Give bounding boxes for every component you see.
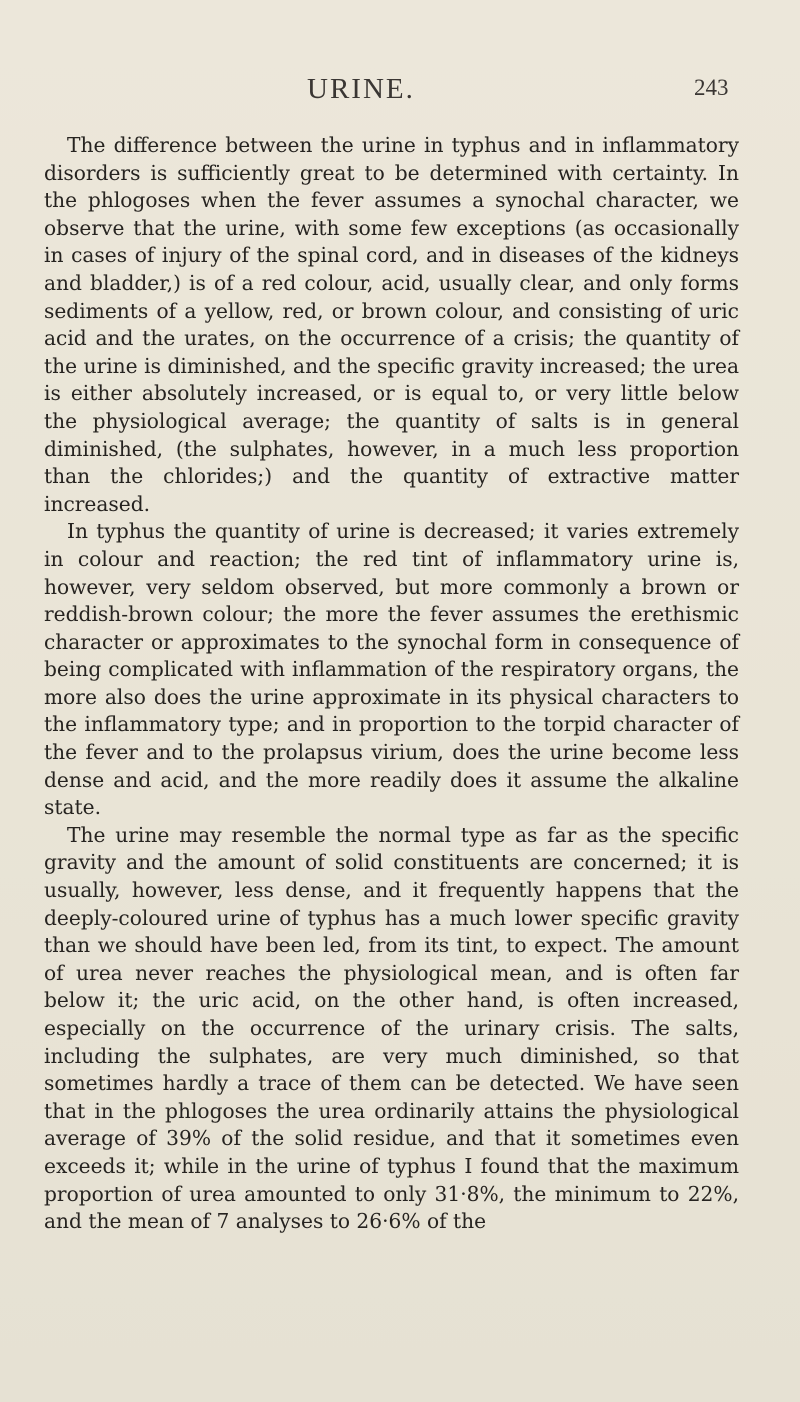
paragraph: The difference between the urine in typhus and in inflammatory disorders is sufficiently great to be determined with certainty. In the phlogoses when the fever assumes a synochal character, we observe that the urine, with some few exceptions (as occasionally in cases of injury of the spinal cord, and in diseases of the kidneys and bladder,) is of a red colour, acid, usually clear, and only forms sediments of a yellow, red, or brown colour, and consisting of uric acid and the urates, on the occurrence of a crisis; the quantity of the urine is diminished, and the specific gravity increased; the urea is either absolutely increased, or is equal to, or very little below the physiological average; the quantity of salts is in general diminished, (the sulphates, however, in a much less proportion than the chlorides;) and the quantity of extractive matter increased. xyxy=(44,133,739,516)
paragraph: In typhus the quantity of urine is decreased; it varies extremely in colour and reaction; the red tint of inflammatory urine is, however, very seldom observed, but more commonly a brown or reddish-brown colour; the more the fever assumes the erethismic character or approximates to the synochal form in consequence of being complicated with inflammation of the respiratory organs, the more also does the urine approximate in its physical characters to the inflammatory type; and in proportion to the torpid character of the fever and to the prolapsus virium, does the urine become less dense and acid, and the more readily does it assume the alkaline state. xyxy=(44,519,739,820)
running-head xyxy=(0,73,800,113)
page-number: 243 xyxy=(694,75,729,100)
paragraph: The urine may resemble the normal type as far as the specific gravity and the amount of solid constituents are concerned; it is usually, however, less dense, and it frequently happens that the deeply-coloured urine of typhus has a much lower specific gravity than we should have been led, from its tint, to expect. The amount of urea never reaches the physiological mean, and is often far below it; the uric acid, on the other hand, is often increased, especially on the occurrence of the urinary crisis. The salts, including the sulphates, are very much diminished, so that sometimes hardly a trace of them can be detected. We have seen that in the phlogoses the urea ordinarily attains the physiological average of 39% of the solid residue, and that it sometimes even exceeds it; while in the urine of typhus I found that the maximum proportion of urea amounted to only 31·8%, the minimum to 22%, and the mean of 7 analyses to 26·6% of the xyxy=(44,822,739,1234)
body-text xyxy=(44,132,739,1236)
running-title: URINE. xyxy=(307,73,415,105)
